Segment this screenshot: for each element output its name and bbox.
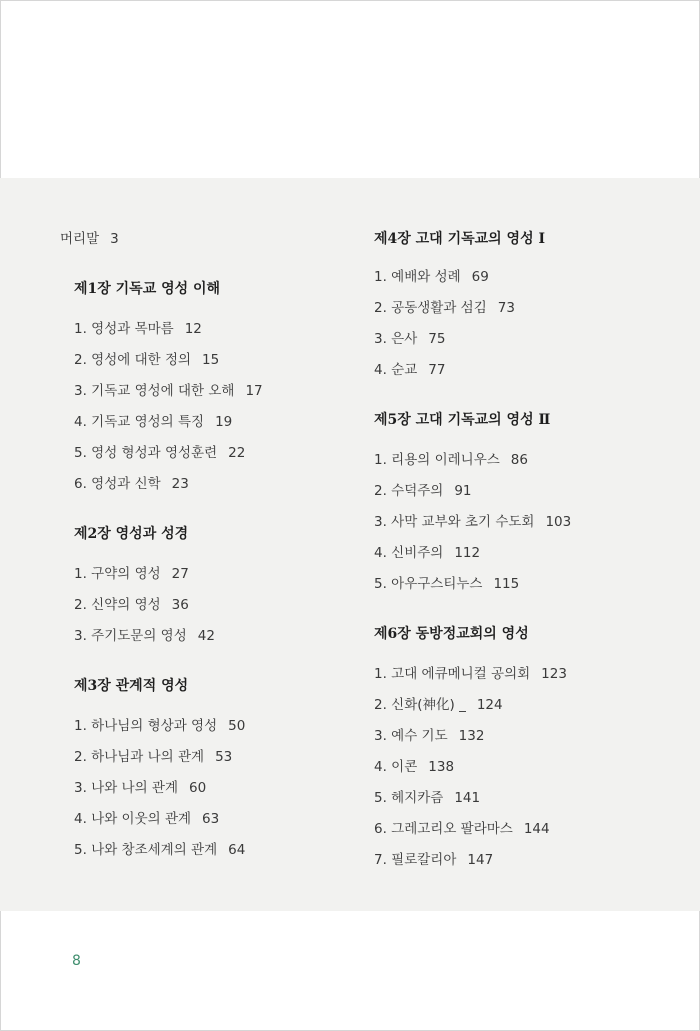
toc-entry[interactable] bbox=[74, 410, 232, 430]
toc-entry[interactable] bbox=[74, 807, 219, 827]
toc-entry[interactable] bbox=[74, 441, 245, 461]
entry-label: 2. 공동생활과 섬김 bbox=[374, 300, 487, 316]
chapter-heading: 제4장 고대 기독교의 영성 Ⅰ bbox=[374, 231, 546, 247]
entry-label: 3. 사막 교부와 초기 수도회 bbox=[374, 514, 535, 530]
entry-page: 15 bbox=[202, 352, 220, 368]
entry-page: 17 bbox=[245, 383, 263, 399]
toc-entry[interactable] bbox=[374, 755, 454, 775]
toc-entry[interactable] bbox=[374, 572, 519, 592]
toc-entry[interactable] bbox=[374, 448, 528, 468]
entry-page: 53 bbox=[215, 749, 233, 765]
entry-label: 1. 하나님의 형상과 영성 bbox=[74, 718, 218, 734]
entry-page: 124 bbox=[476, 697, 503, 713]
toc-entry[interactable] bbox=[374, 358, 445, 378]
entry-label: 2. 신약의 영성 bbox=[74, 597, 161, 613]
toc-entry[interactable] bbox=[74, 714, 245, 734]
toc-entry[interactable] bbox=[74, 317, 202, 337]
entry-label: 4. 신비주의 bbox=[374, 545, 444, 561]
chapter-heading: 제5장 고대 기독교의 영성 Ⅱ bbox=[374, 412, 551, 428]
entry-page: 123 bbox=[541, 666, 567, 682]
entry-page: 50 bbox=[228, 718, 246, 734]
entry-page: 23 bbox=[171, 476, 189, 492]
chapter-heading: 제1장 기독교 영성 이해 bbox=[74, 281, 221, 297]
table-of-contents bbox=[0, 178, 700, 911]
entry-label: 1. 예배와 성례 bbox=[374, 269, 461, 285]
entry-label: 1. 리용의 이레니우스 bbox=[374, 452, 500, 468]
toc-entry[interactable] bbox=[74, 379, 263, 399]
toc-entry[interactable] bbox=[374, 327, 445, 347]
entry-page: 86 bbox=[510, 452, 528, 468]
entry-label: 1. 고대 에큐메니컬 공의회 bbox=[374, 666, 531, 682]
entry-label: 6. 그레고리오 팔라마스 bbox=[374, 821, 513, 837]
entry-label: 3. 기독교 영성에 대한 오해 bbox=[74, 383, 235, 399]
entry-label: 7. 필로칼리아 bbox=[374, 852, 457, 868]
toc-entry[interactable] bbox=[374, 479, 472, 499]
entry-page: 42 bbox=[197, 628, 215, 644]
entry-page: 73 bbox=[497, 300, 515, 316]
toc-entry[interactable] bbox=[74, 472, 189, 492]
entry-page: 141 bbox=[454, 790, 481, 806]
entry-label: 5. 헤지카즘 bbox=[374, 790, 444, 806]
entry-label: 2. 신화(神化) _ bbox=[374, 697, 466, 713]
preface-entry[interactable] bbox=[60, 227, 119, 247]
entry-page: 103 bbox=[545, 514, 572, 530]
entry-page: 36 bbox=[171, 597, 189, 613]
toc-entry[interactable] bbox=[374, 510, 571, 530]
entry-page: 112 bbox=[454, 545, 481, 561]
entry-label: 5. 나와 창조세계의 관계 bbox=[74, 842, 218, 858]
toc-entry[interactable] bbox=[74, 593, 189, 613]
entry-page: 132 bbox=[458, 728, 485, 744]
entry-page: 138 bbox=[428, 759, 455, 775]
entry-label: 2. 수덕주의 bbox=[374, 483, 444, 499]
entry-page: 75 bbox=[428, 331, 446, 347]
entry-page: 19 bbox=[215, 414, 233, 430]
entry-label: 4. 순교 bbox=[374, 362, 418, 378]
entry-page: 27 bbox=[171, 566, 189, 582]
toc-entry[interactable] bbox=[74, 562, 189, 582]
toc-entry[interactable] bbox=[74, 838, 245, 858]
entry-page: 60 bbox=[189, 780, 207, 796]
entry-label: 3. 은사 bbox=[374, 331, 418, 347]
toc-entry[interactable] bbox=[74, 348, 219, 368]
entry-page: 147 bbox=[467, 852, 494, 868]
preface-title: 머리말 bbox=[60, 231, 100, 247]
toc-entry[interactable] bbox=[374, 817, 550, 837]
toc-entry[interactable] bbox=[374, 724, 484, 744]
toc-entry[interactable] bbox=[374, 662, 567, 682]
chapter-heading: 제3장 관계적 영성 bbox=[74, 678, 189, 694]
toc-entry[interactable] bbox=[74, 745, 232, 765]
toc-entry[interactable] bbox=[374, 541, 480, 561]
entry-label: 4. 나와 이웃의 관계 bbox=[74, 811, 192, 827]
toc-entry[interactable] bbox=[74, 624, 215, 644]
entry-page: 22 bbox=[228, 445, 246, 461]
entry-label: 1. 영성과 목마름 bbox=[74, 321, 174, 337]
entry-label: 4. 기독교 영성의 특징 bbox=[74, 414, 205, 430]
toc-entry[interactable] bbox=[74, 776, 206, 796]
chapter-heading: 제2장 영성과 성경 bbox=[74, 526, 189, 542]
entry-label: 3. 예수 기도 bbox=[374, 728, 448, 744]
entry-label: 2. 하나님과 나의 관계 bbox=[74, 749, 205, 765]
toc-entry[interactable] bbox=[374, 296, 515, 316]
toc-entry[interactable] bbox=[374, 848, 493, 868]
toc-entry[interactable] bbox=[374, 265, 489, 285]
entry-page: 12 bbox=[184, 321, 202, 337]
toc-entry[interactable] bbox=[374, 786, 480, 806]
entry-label: 1. 구약의 영성 bbox=[74, 566, 161, 582]
entry-page: 91 bbox=[454, 483, 472, 499]
entry-page: 63 bbox=[202, 811, 220, 827]
entry-page: 69 bbox=[471, 269, 489, 285]
entry-page: 64 bbox=[228, 842, 246, 858]
entry-label: 3. 나와 나의 관계 bbox=[74, 780, 178, 796]
preface-page: 3 bbox=[110, 231, 119, 247]
entry-page: 77 bbox=[428, 362, 446, 378]
toc-entry[interactable] bbox=[374, 693, 503, 713]
entry-label: 5. 영성 형성과 영성훈련 bbox=[74, 445, 218, 461]
entry-label: 5. 아우구스티누스 bbox=[374, 576, 483, 592]
entry-label: 6. 영성과 신학 bbox=[74, 476, 161, 492]
page-number: 8 bbox=[72, 953, 81, 969]
entry-page: 115 bbox=[493, 576, 520, 592]
chapter-heading: 제6장 동방정교회의 영성 bbox=[374, 626, 529, 642]
entry-label: 2. 영성에 대한 정의 bbox=[74, 352, 192, 368]
entry-label: 4. 이콘 bbox=[374, 759, 418, 775]
entry-label: 3. 주기도문의 영성 bbox=[74, 628, 187, 644]
entry-page: 144 bbox=[523, 821, 550, 837]
